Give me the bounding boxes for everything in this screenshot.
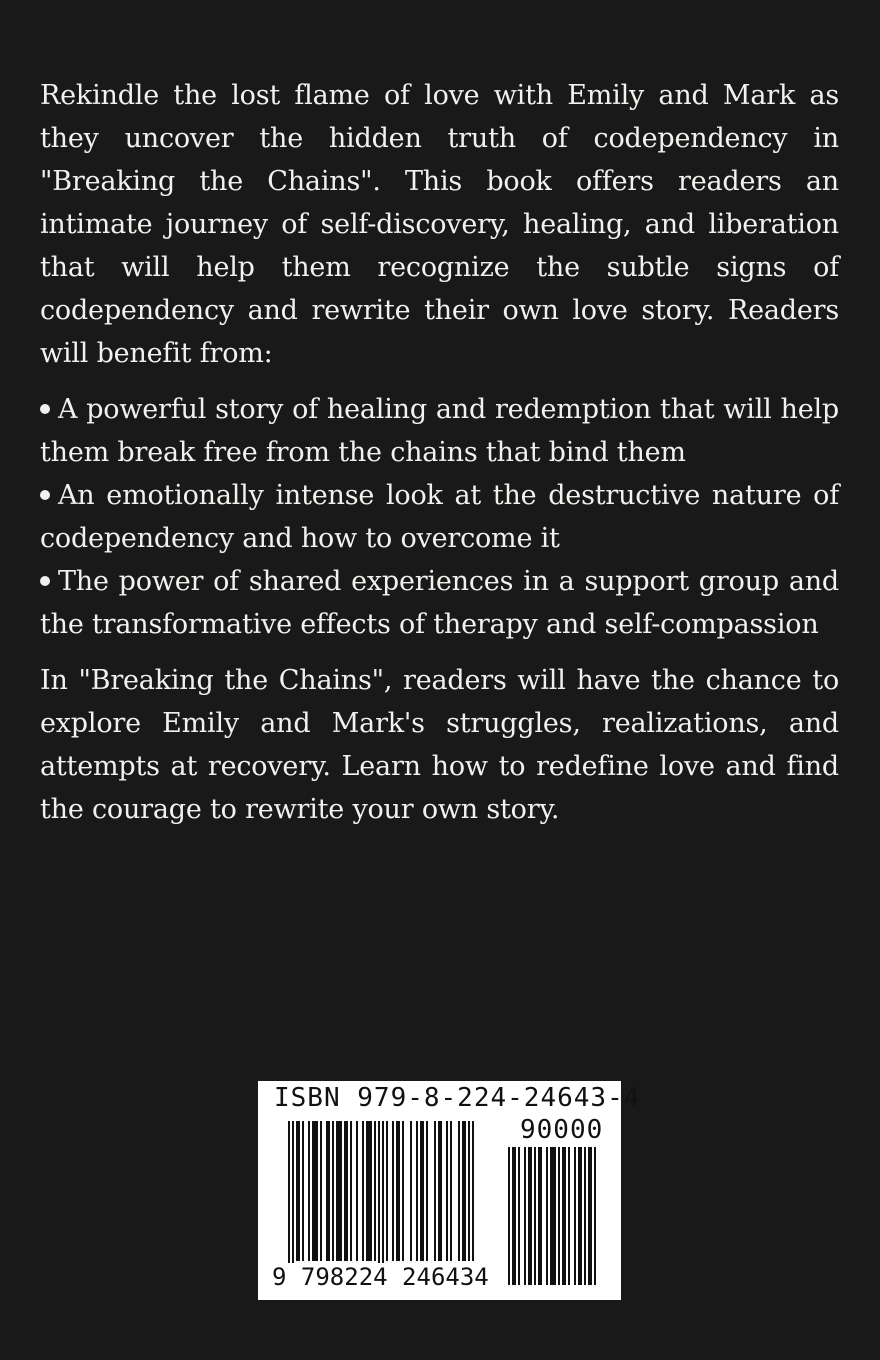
isbn-label: ISBN 979-8-224-24643-4 bbox=[274, 1083, 641, 1113]
barcode-bars-icon bbox=[288, 1121, 492, 1269]
blurb-closing: In "Breaking the Chains", readers will have the chance to explore Emily and Mark's struggles, realizations, and attempts at recovery. Learn how to redefine love and find the courage to rewrite your own story. bbox=[40, 665, 839, 825]
benefit-item bbox=[40, 474, 839, 560]
bullet-icon bbox=[40, 576, 50, 586]
benefit-text: A powerful story of healing and redemption that will help them break free from the chains that bind them bbox=[40, 394, 839, 468]
blurb bbox=[40, 74, 839, 844]
bullet-icon bbox=[40, 404, 50, 414]
isbn-barcode bbox=[258, 1081, 641, 1300]
blurb-intro: Rekindle the lost flame of love with Emily and Mark as they uncover the hidden truth of codependency in "Breaking the Chains". This book offers readers an intimate journey of self-discovery, healing, and liberation that will help them recognize the subtle signs of codependency and rewrite their own love story. Readers will benefit from: bbox=[40, 80, 839, 369]
barcode-digits: 9 798224 246434 bbox=[272, 1263, 489, 1291]
price-code: 90000 bbox=[520, 1115, 604, 1145]
benefits-list bbox=[40, 388, 839, 646]
benefit-item bbox=[40, 388, 839, 474]
addon-barcode-bars-icon bbox=[508, 1147, 608, 1285]
bullet-icon bbox=[40, 490, 50, 500]
benefit-item bbox=[40, 560, 839, 646]
benefit-text: An emotionally intense look at the destructive nature of codependency and how to overcome it bbox=[40, 480, 839, 554]
benefit-text: The power of shared experiences in a support group and the transformative effects of therapy and self-compassion bbox=[40, 566, 839, 640]
